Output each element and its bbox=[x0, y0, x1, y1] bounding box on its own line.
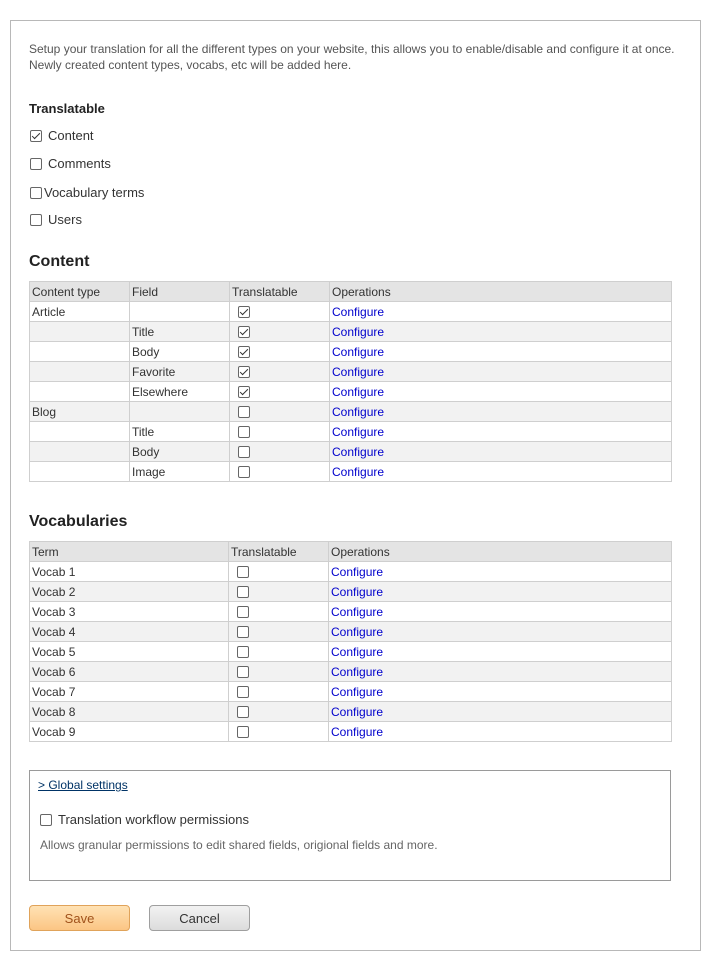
translatable-checkbox[interactable] bbox=[238, 446, 250, 458]
table-row bbox=[30, 402, 672, 422]
option-label: Comments bbox=[48, 156, 111, 171]
content-section-title: Content bbox=[29, 253, 90, 270]
workflow-permissions-checkbox[interactable] bbox=[40, 814, 52, 826]
translatable-checkbox[interactable] bbox=[238, 406, 250, 418]
cell-content-type bbox=[30, 322, 130, 342]
cell-content-type bbox=[30, 362, 130, 382]
cell-content-type bbox=[30, 462, 130, 482]
configure-link[interactable]: Configure bbox=[331, 584, 384, 599]
translatable-checkbox[interactable] bbox=[238, 346, 250, 358]
cell-content-type bbox=[30, 342, 130, 362]
cancel-button[interactable]: Cancel bbox=[149, 905, 250, 931]
cell-term: Vocab 3 bbox=[30, 602, 229, 622]
cell-field: Title bbox=[130, 322, 230, 342]
configure-link[interactable]: Configure bbox=[331, 664, 384, 679]
intro-description: Setup your translation for all the different types on your website, this allows you to enable/disable and configure it at once. Newly created content types, vocabs, etc will be added here. bbox=[29, 42, 675, 72]
cell-term: Vocab 9 bbox=[30, 722, 229, 742]
cell-content-type: Blog bbox=[30, 402, 130, 422]
content-table bbox=[29, 281, 672, 482]
cell-term: Vocab 4 bbox=[30, 622, 229, 642]
translatable-checkbox[interactable] bbox=[237, 686, 249, 698]
table-row bbox=[30, 322, 672, 342]
cell-field: Body bbox=[130, 442, 230, 462]
configure-link[interactable]: Configure bbox=[331, 624, 384, 639]
configure-link[interactable]: Configure bbox=[332, 304, 385, 319]
configure-link[interactable]: Configure bbox=[331, 704, 384, 719]
cell-term: Vocab 6 bbox=[30, 662, 229, 682]
translatable-checkbox[interactable] bbox=[238, 426, 250, 438]
table-row bbox=[30, 622, 672, 642]
cell-content-type bbox=[30, 422, 130, 442]
configure-link[interactable]: Configure bbox=[331, 564, 384, 579]
table-row bbox=[30, 722, 672, 742]
table-row bbox=[30, 562, 672, 582]
configure-link[interactable]: Configure bbox=[331, 684, 384, 699]
translatable-checkbox[interactable] bbox=[237, 586, 249, 598]
table-row bbox=[30, 342, 672, 362]
translatable-option-content[interactable] bbox=[30, 128, 94, 143]
table-row bbox=[30, 462, 672, 482]
configure-link[interactable]: Configure bbox=[332, 464, 385, 479]
option-label: Users bbox=[48, 212, 82, 227]
configure-link[interactable]: Configure bbox=[332, 384, 385, 399]
cell-content-type bbox=[30, 382, 130, 402]
table-row bbox=[30, 642, 672, 662]
cell-content-type bbox=[30, 442, 130, 462]
translatable-checkbox[interactable] bbox=[237, 706, 249, 718]
translatable-checkbox[interactable] bbox=[237, 646, 249, 658]
column-header-translatable: Translatable bbox=[230, 282, 330, 302]
translatable-option-users[interactable] bbox=[30, 212, 82, 227]
column-header-field: Field bbox=[130, 282, 230, 302]
table-row bbox=[30, 442, 672, 462]
column-header-operations: Operations bbox=[329, 542, 672, 562]
configure-link[interactable]: Configure bbox=[331, 604, 384, 619]
translatable-checkbox[interactable] bbox=[238, 326, 250, 338]
translatable-checkbox[interactable] bbox=[238, 366, 250, 378]
table-row bbox=[30, 302, 672, 322]
translatable-checkbox[interactable] bbox=[237, 626, 249, 638]
configure-link[interactable]: Configure bbox=[331, 644, 384, 659]
table-row bbox=[30, 682, 672, 702]
configure-link[interactable]: Configure bbox=[332, 424, 385, 439]
column-header-term: Term bbox=[30, 542, 229, 562]
option-label: Content bbox=[48, 128, 94, 143]
workflow-permissions-option[interactable] bbox=[40, 812, 249, 827]
column-header-translatable: Translatable bbox=[229, 542, 329, 562]
translatable-checkbox[interactable] bbox=[237, 606, 249, 618]
configure-link[interactable]: Configure bbox=[332, 364, 385, 379]
checkbox-comments[interactable] bbox=[30, 158, 42, 170]
cell-field bbox=[130, 402, 230, 422]
workflow-permissions-description: Allows granular permissions to edit shared fields, origional fields and more. bbox=[40, 838, 438, 852]
table-row bbox=[30, 382, 672, 402]
table-row bbox=[30, 662, 672, 682]
workflow-permissions-label: Translation workflow permissions bbox=[58, 812, 249, 827]
cell-term: Vocab 8 bbox=[30, 702, 229, 722]
cell-field: Elsewhere bbox=[130, 382, 230, 402]
translation-settings-panel bbox=[10, 20, 701, 951]
column-header-operations: Operations bbox=[330, 282, 672, 302]
option-label: Vocabulary terms bbox=[44, 185, 145, 200]
cell-field bbox=[130, 302, 230, 322]
table-row bbox=[30, 602, 672, 622]
translatable-heading: Translatable bbox=[29, 101, 105, 116]
column-header-content-type: Content type bbox=[30, 282, 130, 302]
translatable-checkbox[interactable] bbox=[238, 306, 250, 318]
table-row bbox=[30, 362, 672, 382]
translatable-checkbox[interactable] bbox=[237, 726, 249, 738]
configure-link[interactable]: Configure bbox=[332, 324, 385, 339]
checkbox-vocabulary-terms[interactable] bbox=[30, 187, 42, 199]
vocabularies-table bbox=[29, 541, 672, 742]
table-row bbox=[30, 422, 672, 442]
checkbox-users[interactable] bbox=[30, 214, 42, 226]
table-row bbox=[30, 702, 672, 722]
configure-link[interactable]: Configure bbox=[332, 344, 385, 359]
cell-term: Vocab 7 bbox=[30, 682, 229, 702]
translatable-checkbox[interactable] bbox=[237, 566, 249, 578]
configure-link[interactable]: Configure bbox=[332, 444, 385, 459]
cell-content-type: Article bbox=[30, 302, 130, 322]
configure-link[interactable]: Configure bbox=[331, 724, 384, 739]
vocabularies-table-header bbox=[30, 542, 672, 562]
translatable-checkbox[interactable] bbox=[237, 666, 249, 678]
cell-field: Title bbox=[130, 422, 230, 442]
cell-field: Body bbox=[130, 342, 230, 362]
cell-field: Favorite bbox=[130, 362, 230, 382]
content-table-header bbox=[30, 282, 672, 302]
vocabularies-section-title: Vocabularies bbox=[29, 513, 128, 530]
table-row bbox=[30, 582, 672, 602]
cell-term: Vocab 2 bbox=[30, 582, 229, 602]
checkbox-content[interactable] bbox=[30, 130, 42, 142]
translatable-option-comments[interactable] bbox=[30, 156, 111, 171]
translatable-option-vocabulary-terms[interactable] bbox=[30, 185, 144, 200]
configure-link[interactable]: Configure bbox=[332, 404, 385, 419]
save-button[interactable]: Save bbox=[29, 905, 130, 931]
cell-term: Vocab 1 bbox=[30, 562, 229, 582]
global-settings-fieldset bbox=[29, 770, 671, 881]
cell-term: Vocab 5 bbox=[30, 642, 229, 662]
cell-field: Image bbox=[130, 462, 230, 482]
translatable-checkbox[interactable] bbox=[238, 386, 250, 398]
global-settings-toggle[interactable]: > Global settings bbox=[38, 778, 128, 792]
translatable-checkbox[interactable] bbox=[238, 466, 250, 478]
